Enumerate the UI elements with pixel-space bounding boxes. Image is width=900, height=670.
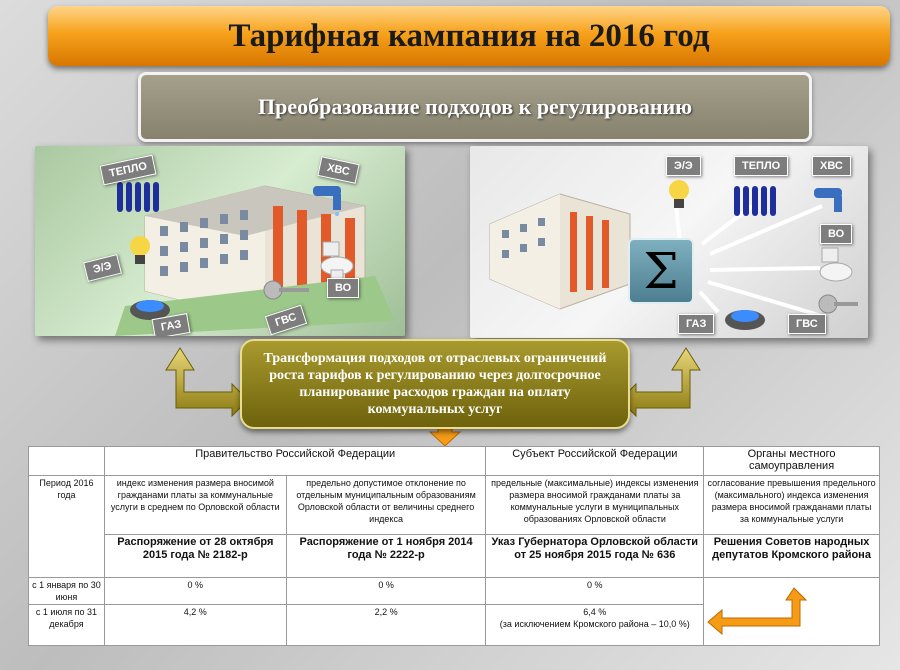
header-government: Правительство Российской Федерации (104, 447, 486, 476)
transformation-text: Трансформация подходов от отраслевых ограничений роста тарифов к регулированию через долгосрочное планирование расходов граждан на оплату коммунальных услуг (263, 351, 607, 417)
down-arrow (430, 426, 460, 446)
lightbulb-icon (666, 178, 692, 212)
label-gvs: ГВС (788, 314, 826, 334)
doc-subject: Указ Губернатора Орловской области от 25 ноября 2015 года № 636 (486, 535, 704, 578)
label-ee: Э/Э (666, 156, 701, 176)
label-hvs: ХВС (812, 156, 851, 176)
header-local: Органы местного самоуправления (704, 447, 880, 476)
label-gvs: ГВС (265, 305, 307, 336)
row2-value-subject-note: (за исключением Кромского района – 10,0 %) (499, 619, 690, 629)
lightbulb-icon (127, 234, 153, 268)
row1-value-subject: 0 % (486, 578, 704, 605)
right-illustration-panel (470, 146, 868, 338)
row2-value-subject (486, 605, 704, 646)
row2-value-gov2: 2,2 % (286, 605, 486, 646)
desc-subject-index: предельные (максимальные) индексы изменения размера вносимой гражданами платы за коммунальные услуги в муниципальных образованиях Орловской области (486, 476, 704, 535)
transformation-callout (240, 339, 630, 429)
row1-value-gov2: 0 % (286, 578, 486, 605)
doc-local: Решения Советов народных депутатов Кромского района (704, 535, 880, 578)
radiator-icon (115, 176, 161, 216)
label-vo: ВО (820, 224, 852, 244)
header-subject: Субъект Российской Федерации (486, 447, 704, 476)
radiator-icon (732, 180, 778, 220)
row2-value-subject-main: 6,4 % (583, 607, 607, 617)
right-connector-arrow (620, 348, 700, 416)
return-arrow-icon (706, 584, 816, 644)
period-label: Период 2016 года (29, 476, 105, 578)
table-doc-row (29, 535, 880, 578)
doc-gov-index: Распоряжение от 28 октября 2015 года № 2182-р (104, 535, 286, 578)
desc-local-approval: согласование превышения предельного (максимального) индекса изменения размера вносимой гражданами платы за коммунальные услуги (704, 476, 880, 535)
table-desc-row (29, 476, 880, 535)
tariff-table (28, 446, 880, 646)
row2-value-gov1: 4,2 % (104, 605, 286, 646)
label-teplo: ТЕПЛО (100, 155, 157, 186)
label-teplo: ТЕПЛО (734, 156, 788, 176)
label-vo: ВО (327, 278, 359, 298)
sigma-symbol: Σ (643, 242, 679, 300)
faucet-icon (307, 176, 347, 216)
doc-gov-deviation: Распоряжение от 1 ноября 2014 года № 2222-р (286, 535, 486, 578)
label-gaz: ГАЗ (678, 314, 714, 334)
header-empty (29, 447, 105, 476)
desc-gov-index: индекс изменения размера вносимой гражданами платы за коммунальные услуги в среднем по Орловской области (104, 476, 286, 535)
table-row (29, 578, 880, 605)
row1-value-gov1: 0 % (104, 578, 286, 605)
row2-period: с 1 июля по 31 декабря (29, 605, 105, 646)
page-subtitle: Преобразование подходов к регулированию (257, 94, 693, 119)
faucet-icon (808, 178, 848, 218)
desc-gov-deviation: предельно допустимое отклонение по отдельным муниципальным образованиям Орловской области от величины среднего индекса (286, 476, 486, 535)
label-gaz: ГАЗ (152, 313, 191, 336)
toilet-icon (816, 246, 856, 290)
page-title: Тарифная кампания на 2016 год (228, 17, 710, 54)
sigma-box (628, 238, 694, 304)
local-arrow-cell (704, 578, 880, 646)
label-hvs: ХВС (317, 156, 359, 184)
label-ee: Э/Э (83, 254, 122, 282)
left-illustration-panel (35, 146, 405, 336)
subtitle-banner (138, 72, 812, 142)
title-banner (48, 6, 890, 66)
left-connector-arrow (166, 348, 248, 416)
row1-period: с 1 января по 30 июня (29, 578, 105, 605)
table-header-row (29, 447, 880, 476)
